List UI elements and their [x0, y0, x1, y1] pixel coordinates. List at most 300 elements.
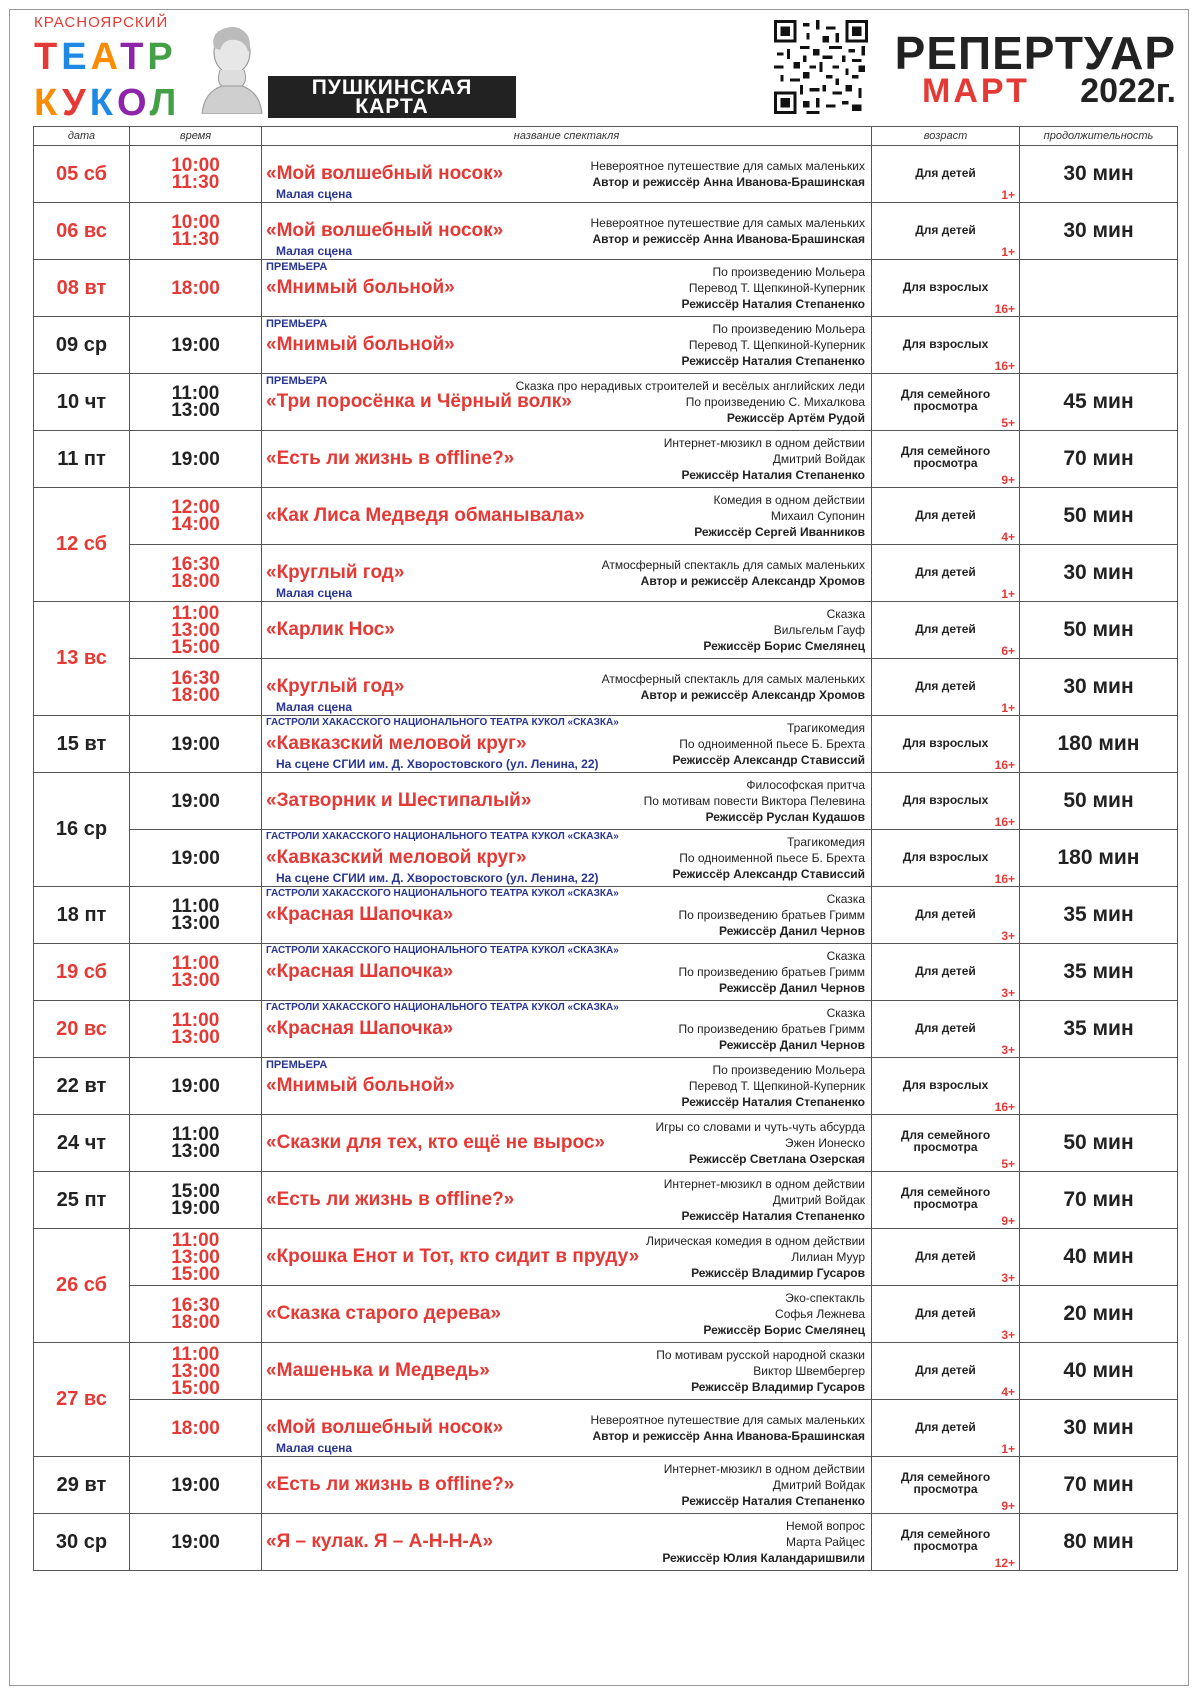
age-category — [872, 680, 1019, 692]
age-category-line: Для детей — [915, 1306, 976, 1321]
age-rating-badge: 3+ — [1001, 1271, 1015, 1285]
date-cell: 12 сб — [34, 488, 130, 602]
show-info — [703, 1290, 865, 1338]
age-category-line: Для взрослых — [902, 337, 989, 352]
col-header-show: название спектакля — [262, 127, 872, 146]
schedule-row — [34, 374, 1178, 431]
age-rating-badge: 4+ — [1001, 530, 1015, 544]
time-cell — [130, 659, 262, 716]
age-rating-badge: 6+ — [1001, 644, 1015, 658]
age-rating-badge: 16+ — [994, 815, 1015, 829]
age-category-line: Для взрослых — [902, 736, 989, 751]
show-cell — [262, 1400, 872, 1457]
date-cell: 18 пт — [34, 887, 130, 944]
age-cell — [872, 260, 1020, 317]
age-category-line: Для семейного — [900, 1185, 991, 1200]
show-title[interactable]: «Кавказский меловой круг» — [266, 847, 527, 868]
schedule-row — [34, 317, 1178, 374]
age-category — [872, 1022, 1019, 1034]
poster-title: РЕПЕРТУАР — [894, 27, 1176, 79]
show-title[interactable]: «Есть ли жизнь в offline?» — [266, 1189, 515, 1210]
date-cell: 11 пт — [34, 431, 130, 488]
show-detail: Интернет-мюзикл в одном действии — [663, 1177, 865, 1191]
age-cell — [872, 1286, 1020, 1343]
show-cell — [262, 1457, 872, 1514]
time-cell — [130, 431, 262, 488]
age-cell — [872, 716, 1020, 773]
show-title[interactable]: «Мнимый больной» — [266, 277, 455, 298]
duration-cell: 30 мин — [1020, 1400, 1178, 1457]
show-director: Автор и режиссёр Александр Хромов — [640, 574, 865, 588]
age-cell — [872, 1229, 1020, 1286]
show-director: Режиссёр Владимир Гусаров — [691, 1380, 865, 1394]
age-cell — [872, 659, 1020, 716]
show-detail: Вильгельм Гауф — [773, 623, 865, 637]
schedule-row — [34, 716, 1178, 773]
show-detail: Перевод Т. Щепкиной-Куперник — [688, 281, 865, 295]
showtime: 13:00 — [171, 1141, 220, 1162]
age-category-line: Для взрослых — [902, 850, 989, 865]
show-director: Режиссёр Борис Смелянец — [703, 639, 865, 653]
duration-cell — [1020, 317, 1178, 374]
date-cell: 06 вс — [34, 203, 130, 260]
show-title[interactable]: «Круглый год» — [266, 676, 405, 697]
show-title[interactable]: «Мой волшебный носок» — [266, 163, 504, 184]
time-cell — [130, 260, 262, 317]
age-cell — [872, 431, 1020, 488]
show-detail: Философская притча — [746, 778, 865, 792]
date-cell: 10 чт — [34, 374, 130, 431]
show-detail: По произведению С. Михалкова — [685, 395, 865, 409]
age-cell — [872, 1400, 1020, 1457]
show-cell — [262, 944, 872, 1001]
age-category-line: Для семейного — [900, 1527, 991, 1542]
showtime: 19:00 — [171, 1075, 220, 1097]
show-detail: Эко-спектакль — [785, 1291, 865, 1305]
show-cell — [262, 374, 872, 431]
date-cell: 05 сб — [34, 146, 130, 203]
show-cell — [262, 317, 872, 374]
age-category-line: Для детей — [915, 907, 976, 922]
show-title[interactable]: «Мой волшебный носок» — [266, 220, 504, 241]
col-header-duration: продолжительность — [1020, 127, 1178, 146]
show-cell — [262, 659, 872, 716]
show-detail: Немой вопрос — [785, 1519, 865, 1533]
age-category-line: Для семейного — [900, 1128, 991, 1143]
age-category-line: Для детей — [915, 1420, 976, 1435]
schedule-row — [34, 260, 1178, 317]
time-cell — [130, 1115, 262, 1172]
show-director: Автор и режиссёр Анна Иванова-Брашинская — [592, 232, 865, 246]
schedule-row — [34, 1400, 1178, 1457]
age-cell — [872, 374, 1020, 431]
show-detail: Лирическая комедия в одном действии — [646, 1234, 865, 1248]
show-info — [679, 1005, 865, 1053]
age-rating-badge: 9+ — [1001, 1499, 1015, 1513]
age-category — [872, 445, 1019, 469]
age-category — [872, 623, 1019, 635]
age-category — [872, 737, 1019, 749]
showtime: 11:00 — [171, 383, 220, 404]
age-category — [872, 965, 1019, 977]
duration-cell: 35 мин — [1020, 944, 1178, 1001]
duration-cell: 80 мин — [1020, 1514, 1178, 1571]
showtime: 11:00 — [171, 1010, 220, 1031]
date-cell: 08 вт — [34, 260, 130, 317]
showtime: 11:30 — [171, 172, 220, 193]
show-detail: По мотивам русской народной сказки — [656, 1348, 865, 1362]
poster-month: МАРТ — [922, 72, 1030, 110]
show-detail: Сказка — [826, 892, 865, 906]
show-info — [672, 720, 865, 768]
time-cell — [130, 1514, 262, 1571]
show-detail: Невероятное путешествие для самых маленьких — [590, 159, 865, 173]
show-title[interactable]: «Крошка Енот и Тот, кто сидит в пруду» — [266, 1246, 640, 1267]
showtime: 16:30 — [171, 1295, 220, 1316]
showtime: 11:30 — [171, 229, 220, 250]
show-title[interactable]: «Мнимый больной» — [266, 334, 455, 355]
schedule-row — [34, 1514, 1178, 1571]
time-cell — [130, 716, 262, 773]
show-info — [516, 378, 865, 426]
show-info — [644, 777, 865, 825]
age-cell — [872, 1001, 1020, 1058]
show-director: Режиссёр Данил Чернов — [719, 1038, 865, 1052]
logo-puppets: КУКОЛ — [34, 82, 181, 124]
duration-cell: 180 мин — [1020, 716, 1178, 773]
col-header-age: возраст — [872, 127, 1020, 146]
show-tag: ГАСТРОЛИ ХАКАССКОГО НАЦИОНАЛЬНОГО ТЕАТРА КУКОЛ «СКАЗКА» — [266, 831, 619, 842]
age-rating-badge: 3+ — [1001, 1043, 1015, 1057]
showtime: 19:00 — [171, 733, 220, 755]
age-category-line: Для семейного — [900, 444, 991, 459]
date-cell: 09 ср — [34, 317, 130, 374]
show-detail: Виктор Швембергер — [753, 1364, 865, 1378]
schedule-row — [34, 1229, 1178, 1286]
show-title[interactable]: «Затворник и Шестипалый» — [266, 790, 532, 811]
duration-cell — [1020, 260, 1178, 317]
age-category — [872, 851, 1019, 863]
time-cell — [130, 1001, 262, 1058]
age-rating-badge: 1+ — [1001, 1442, 1015, 1456]
show-info — [655, 1119, 865, 1167]
show-info — [679, 948, 865, 996]
age-category-line: Для детей — [915, 1249, 976, 1264]
schedule-row — [34, 545, 1178, 602]
showtime: 13:00 — [171, 1027, 220, 1048]
qr-code-icon[interactable] — [774, 20, 868, 114]
show-info — [679, 891, 865, 939]
show-info — [662, 1518, 865, 1566]
showtime: 18:00 — [171, 277, 220, 299]
show-cell — [262, 830, 872, 887]
time-cell — [130, 488, 262, 545]
show-detail: По произведению Мольера — [712, 265, 865, 279]
age-cell — [872, 602, 1020, 659]
schedule-row — [34, 431, 1178, 488]
showtime: 19:00 — [171, 1531, 220, 1553]
show-cell — [262, 260, 872, 317]
show-cell — [262, 1001, 872, 1058]
schedule-row — [34, 1343, 1178, 1400]
age-category-line: Для детей — [915, 1363, 976, 1378]
show-detail: Лилиан Муур — [791, 1250, 865, 1264]
show-info — [664, 1461, 865, 1509]
age-category — [872, 1129, 1019, 1153]
age-category-line: Для семейного — [900, 1470, 991, 1485]
schedule-row — [34, 1058, 1178, 1115]
showtime: 18:00 — [171, 1312, 220, 1333]
age-rating-badge: 1+ — [1001, 701, 1015, 715]
show-title[interactable]: «Есть ли жизнь в offline?» — [266, 1474, 515, 1495]
date-cell: 26 сб — [34, 1229, 130, 1343]
duration-cell: 180 мин — [1020, 830, 1178, 887]
show-director: Режиссёр Артём Рудой — [726, 411, 865, 425]
showtime: 10:00 — [171, 212, 220, 233]
show-director: Режиссёр Наталия Степаненко — [681, 468, 865, 482]
show-cell — [262, 1343, 872, 1400]
show-title[interactable]: «Как Лиса Медведя обманывала» — [266, 505, 585, 526]
age-rating-badge: 16+ — [994, 758, 1015, 772]
showtime: 19:00 — [171, 1198, 220, 1219]
show-director: Режиссёр Сергей Иванников — [694, 525, 865, 539]
schedule-row — [34, 203, 1178, 260]
show-director: Режиссёр Руслан Кудашов — [705, 810, 865, 824]
show-detail: Перевод Т. Щепкиной-Куперник — [688, 338, 865, 352]
age-category — [872, 1079, 1019, 1091]
show-tag: ПРЕМЬЕРА — [266, 318, 328, 330]
age-cell — [872, 488, 1020, 545]
show-detail: По произведению братьев Гримм — [678, 908, 865, 922]
show-cell — [262, 1514, 872, 1571]
show-director: Режиссёр Светлана Озерская — [689, 1152, 865, 1166]
show-detail: Сказка — [826, 607, 865, 621]
show-info — [591, 158, 865, 190]
show-cell — [262, 1229, 872, 1286]
show-director: Режиссёр Борис Смелянец — [703, 1323, 865, 1337]
show-info — [591, 1412, 865, 1444]
time-cell — [130, 374, 262, 431]
age-category — [872, 338, 1019, 350]
show-cell — [262, 488, 872, 545]
show-cell — [262, 887, 872, 944]
age-category — [872, 1364, 1019, 1376]
showtime: 16:30 — [171, 554, 220, 575]
show-title[interactable]: «Красная Шапочка» — [266, 1018, 454, 1039]
age-rating-badge: 16+ — [994, 872, 1015, 886]
schedule-row — [34, 1115, 1178, 1172]
show-cell — [262, 1286, 872, 1343]
show-title[interactable]: «Карлик Нос» — [266, 619, 395, 640]
age-cell — [872, 1115, 1020, 1172]
time-cell — [130, 944, 262, 1001]
show-detail: Перевод Т. Щепкиной-Куперник — [688, 1079, 865, 1093]
show-title[interactable]: «Красная Шапочка» — [266, 904, 454, 925]
age-category-line: Для взрослых — [902, 280, 989, 295]
age-category-line: Для взрослых — [902, 793, 989, 808]
show-tag: ГАСТРОЛИ ХАКАССКОГО НАЦИОНАЛЬНОГО ТЕАТРА КУКОЛ «СКАЗКА» — [266, 945, 619, 956]
show-cell — [262, 203, 872, 260]
show-tag: ГАСТРОЛИ ХАКАССКОГО НАЦИОНАЛЬНОГО ТЕАТРА КУКОЛ «СКАЗКА» — [266, 1002, 619, 1013]
date-cell: 29 вт — [34, 1457, 130, 1514]
age-category — [872, 794, 1019, 806]
age-category-line: Для детей — [915, 679, 976, 694]
show-tag: ПРЕМЬЕРА — [266, 261, 328, 273]
show-director: Режиссёр Наталия Степаненко — [681, 1209, 865, 1223]
show-director: Режиссёр Владимир Гусаров — [691, 1266, 865, 1280]
show-info — [672, 834, 865, 882]
time-cell — [130, 203, 262, 260]
age-cell — [872, 887, 1020, 944]
show-detail: Атмосферный спектакль для самых маленьких — [601, 672, 865, 686]
show-venue: Малая сцена — [276, 187, 353, 201]
showtime: 15:00 — [171, 636, 220, 658]
col-header-time: время — [130, 127, 262, 146]
time-cell — [130, 317, 262, 374]
show-director: Режиссёр Наталия Степаненко — [681, 1095, 865, 1109]
schedule-row — [34, 1286, 1178, 1343]
show-cell — [262, 602, 872, 659]
showtime: 10:00 — [171, 155, 220, 176]
age-rating-badge: 1+ — [1001, 188, 1015, 202]
show-venue: На сцене СГИИ им. Д. Хворостовского (ул. Ленина, 22) — [276, 871, 599, 885]
age-rating-badge: 1+ — [1001, 245, 1015, 259]
showtime: 13:00 — [171, 1360, 220, 1382]
duration-cell: 70 мин — [1020, 1172, 1178, 1229]
age-category — [872, 224, 1019, 236]
age-rating-badge: 3+ — [1001, 1328, 1015, 1342]
time-cell — [130, 1229, 262, 1286]
logo-city: КРАСНОЯРСКИЙ — [34, 14, 169, 31]
age-category-line: просмотра — [913, 399, 978, 414]
show-detail: Сказка — [826, 1006, 865, 1020]
show-title[interactable]: «Машенька и Медведь» — [266, 1360, 490, 1381]
age-cell — [872, 1343, 1020, 1400]
show-detail: Эжен Ионеско — [784, 1136, 865, 1150]
showtime: 19:00 — [171, 1474, 220, 1496]
showtime: 18:00 — [171, 571, 220, 592]
duration-cell: 20 мин — [1020, 1286, 1178, 1343]
time-cell — [130, 545, 262, 602]
date-cell: 20 вс — [34, 1001, 130, 1058]
showtime: 15:00 — [171, 1181, 220, 1202]
show-title[interactable]: «Сказки для тех, кто ещё не вырос» — [266, 1132, 605, 1153]
age-cell — [872, 203, 1020, 260]
show-title[interactable]: «Кавказский меловой круг» — [266, 733, 527, 754]
show-info — [591, 215, 865, 247]
age-category — [872, 281, 1019, 293]
age-category — [872, 1186, 1019, 1210]
age-category-line: просмотра — [913, 1197, 978, 1212]
show-title[interactable]: «Круглый год» — [266, 562, 405, 583]
pushkin-card-line2: КАРТА — [355, 95, 429, 118]
schedule-row — [34, 887, 1178, 944]
pushkin-portrait-image — [196, 22, 266, 114]
age-category-line: Для детей — [915, 166, 976, 181]
age-cell — [872, 1058, 1020, 1115]
age-category — [872, 1250, 1019, 1262]
showtime: 19:00 — [171, 847, 220, 869]
show-detail: Сказка — [826, 949, 865, 963]
col-header-date: дата — [34, 127, 130, 146]
showtime: 16:30 — [171, 668, 220, 689]
show-venue: На сцене СГИИ им. Д. Хворостовского (ул. Ленина, 22) — [276, 757, 599, 771]
show-title[interactable]: «Мнимый больной» — [266, 1075, 455, 1096]
show-info — [602, 671, 865, 703]
show-detail: По произведению Мольера — [712, 322, 865, 336]
time-cell — [130, 830, 262, 887]
show-director: Режиссёр Наталия Степаненко — [681, 1494, 865, 1508]
age-rating-badge: 9+ — [1001, 1214, 1015, 1228]
date-cell: 24 чт — [34, 1115, 130, 1172]
duration-cell: 40 мин — [1020, 1229, 1178, 1286]
show-detail: Сказка про нерадивых строителей и весёлых английских леди — [515, 379, 865, 393]
age-category — [872, 1421, 1019, 1433]
age-cell — [872, 773, 1020, 830]
show-director: Режиссёр Юлия Каландаришвили — [662, 1551, 865, 1565]
age-category — [872, 908, 1019, 920]
show-detail: По произведению Мольера — [712, 1063, 865, 1077]
time-cell — [130, 1400, 262, 1457]
show-info — [602, 557, 865, 589]
showtime: 19:00 — [171, 790, 220, 812]
date-cell: 15 вт — [34, 716, 130, 773]
show-director: Режиссёр Александр Стависсий — [672, 753, 865, 767]
age-category-line: Для детей — [915, 508, 976, 523]
age-cell — [872, 830, 1020, 887]
show-venue: Малая сцена — [276, 586, 353, 600]
showtime: 13:00 — [171, 913, 220, 934]
age-rating-badge: 3+ — [1001, 986, 1015, 1000]
age-category — [872, 1307, 1019, 1319]
schedule-row — [34, 602, 1178, 659]
schedule-row — [34, 1457, 1178, 1514]
show-cell — [262, 1172, 872, 1229]
age-category — [872, 566, 1019, 578]
schedule-row — [34, 1001, 1178, 1058]
duration-cell: 40 мин — [1020, 1343, 1178, 1400]
show-title[interactable]: «Есть ли жизнь в offline?» — [266, 448, 515, 469]
time-cell — [130, 1286, 262, 1343]
show-title[interactable]: «Три поросёнка и Чёрный волк» — [266, 391, 572, 412]
show-info — [681, 264, 865, 312]
duration-cell: 30 мин — [1020, 146, 1178, 203]
schedule-row — [34, 944, 1178, 1001]
showtime: 15:00 — [171, 1263, 220, 1285]
show-director: Режиссёр Наталия Степаненко — [681, 297, 865, 311]
pushkin-card-line1: ПУШКИНСКАЯ — [311, 76, 473, 99]
showtime: 14:00 — [171, 514, 220, 535]
show-tag: ГАСТРОЛИ ХАКАССКОГО НАЦИОНАЛЬНОГО ТЕАТРА КУКОЛ «СКАЗКА» — [266, 888, 619, 899]
show-title[interactable]: «Красная Шапочка» — [266, 961, 454, 982]
time-cell — [130, 602, 262, 659]
age-rating-badge: 16+ — [994, 1100, 1015, 1114]
show-info — [681, 321, 865, 369]
show-director: Режиссёр Александр Стависсий — [672, 867, 865, 881]
show-title[interactable]: «Сказка старого дерева» — [266, 1303, 501, 1324]
age-cell — [872, 1172, 1020, 1229]
show-title[interactable]: «Мой волшебный носок» — [266, 1417, 504, 1438]
show-info — [681, 1062, 865, 1110]
age-category-line: просмотра — [913, 1140, 978, 1155]
show-title[interactable]: «Я – кулак. Я – А-Н-Н-А» — [266, 1531, 494, 1552]
duration-cell: 70 мин — [1020, 431, 1178, 488]
show-tag: ПРЕМЬЕРА — [266, 375, 328, 387]
show-cell — [262, 773, 872, 830]
age-rating-badge: 16+ — [994, 359, 1015, 373]
schedule-header-row — [34, 127, 1178, 146]
showtime: 19:00 — [171, 334, 220, 356]
